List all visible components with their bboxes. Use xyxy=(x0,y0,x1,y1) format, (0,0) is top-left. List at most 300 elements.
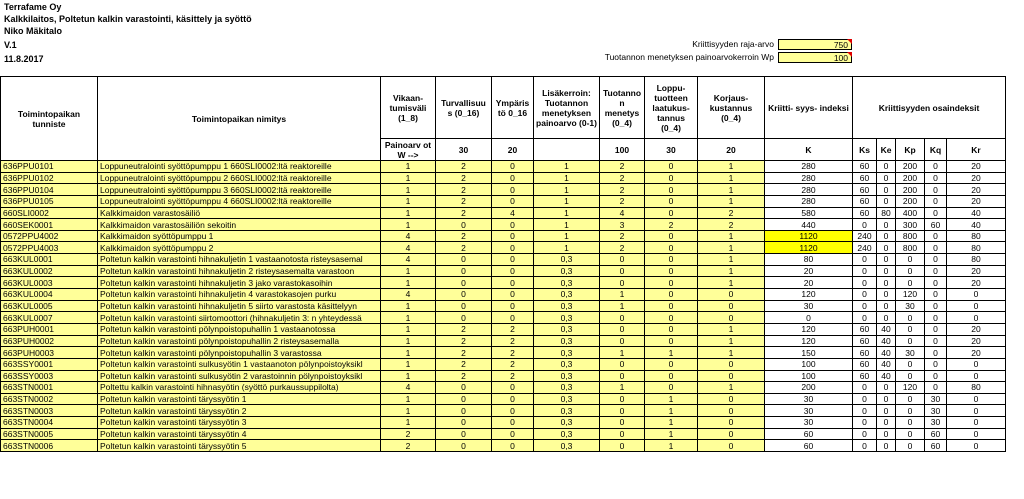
cell-ks[interactable]: 240 xyxy=(853,242,877,254)
cell-kq[interactable]: 0 xyxy=(925,300,947,312)
cell-name[interactable]: Poltetun kalkin varastointi täryssyötin 1 xyxy=(98,393,381,405)
cell-prod-loss[interactable]: 0 xyxy=(600,358,645,370)
cell-ke[interactable]: 0 xyxy=(877,312,896,324)
cell-id[interactable]: 663KUL0004 xyxy=(1,289,98,301)
cell-k[interactable]: 60 xyxy=(765,428,853,440)
cell-ks[interactable]: 60 xyxy=(853,184,877,196)
cell-quality[interactable]: 1 xyxy=(645,440,698,452)
col-header-extra[interactable]: Lisäkerroin: Tuotannon menetyksen painoarvo (0-1) xyxy=(534,77,600,139)
cell-id[interactable]: 636PPU0101 xyxy=(1,161,98,173)
cell-name[interactable]: Poltetun kalkin varastointi täryssyötin 3 xyxy=(98,417,381,429)
cell-kq[interactable]: 0 xyxy=(925,277,947,289)
cell-kr[interactable]: 80 xyxy=(947,230,1006,242)
cell-ks[interactable]: 0 xyxy=(853,289,877,301)
cell-id[interactable]: 663PUH0003 xyxy=(1,347,98,359)
cell-prod-loss[interactable]: 0 xyxy=(600,335,645,347)
cell-env[interactable]: 0 xyxy=(492,161,534,173)
cell-prod-loss[interactable]: 2 xyxy=(600,161,645,173)
cell-ks[interactable]: 0 xyxy=(853,312,877,324)
cell-kq[interactable]: 0 xyxy=(925,382,947,394)
cell-id[interactable]: 636PPU0104 xyxy=(1,184,98,196)
cell-kq[interactable]: 0 xyxy=(925,242,947,254)
cell-quality[interactable]: 2 xyxy=(645,219,698,231)
cell-env[interactable]: 2 xyxy=(492,335,534,347)
cell-k[interactable]: 580 xyxy=(765,207,853,219)
cell-prod-loss[interactable]: 0 xyxy=(600,312,645,324)
cell-repair[interactable]: 0 xyxy=(698,393,765,405)
cell-ke[interactable]: 40 xyxy=(877,335,896,347)
cell-failure[interactable]: 1 xyxy=(381,161,436,173)
weight-repair[interactable]: 20 xyxy=(698,139,765,161)
cell-safety[interactable]: 0 xyxy=(436,417,492,429)
cell-quality[interactable]: 0 xyxy=(645,242,698,254)
weight-k[interactable]: K xyxy=(765,139,853,161)
cell-prod-loss[interactable]: 0 xyxy=(600,254,645,266)
cell-ke[interactable]: 0 xyxy=(877,440,896,452)
cell-kp[interactable]: 120 xyxy=(896,289,925,301)
cell-k[interactable]: 30 xyxy=(765,417,853,429)
cell-extra[interactable]: 1 xyxy=(534,184,600,196)
cell-repair[interactable]: 0 xyxy=(698,289,765,301)
cell-quality[interactable]: 0 xyxy=(645,370,698,382)
col-header-sub-index[interactable]: Kriittisyyden osaindeksit xyxy=(853,77,1006,139)
cell-prod-loss[interactable]: 0 xyxy=(600,440,645,452)
cell-repair[interactable]: 0 xyxy=(698,428,765,440)
cell-kq[interactable]: 30 xyxy=(925,417,947,429)
cell-ke[interactable]: 0 xyxy=(877,184,896,196)
cell-extra[interactable]: 0,3 xyxy=(534,370,600,382)
cell-name[interactable]: Poltetun kalkin varastointi hihnakuljetin 3 jako varastokasoihin xyxy=(98,277,381,289)
cell-ke[interactable]: 0 xyxy=(877,195,896,207)
cell-kq[interactable]: 60 xyxy=(925,428,947,440)
cell-failure[interactable]: 1 xyxy=(381,358,436,370)
col-header-env[interactable]: Ympäris tö 0_16 xyxy=(492,77,534,139)
weights-label[interactable]: Painoarv ot W --> xyxy=(381,139,436,161)
cell-ke[interactable]: 40 xyxy=(877,347,896,359)
cell-quality[interactable]: 0 xyxy=(645,265,698,277)
cell-repair[interactable]: 2 xyxy=(698,219,765,231)
cell-k[interactable]: 100 xyxy=(765,370,853,382)
cell-kr[interactable]: 0 xyxy=(947,370,1006,382)
cell-k[interactable]: 280 xyxy=(765,172,853,184)
cell-name[interactable]: Poltetun kalkin varastointi pölynpoistopuhallin 1 vastaanotossa xyxy=(98,323,381,335)
cell-ks[interactable]: 60 xyxy=(853,370,877,382)
cell-id[interactable]: 663PUH0001 xyxy=(1,323,98,335)
col-header-failure[interactable]: Vikaan- tumisväli (1_8) xyxy=(381,77,436,139)
weight-quality[interactable]: 30 xyxy=(645,139,698,161)
cell-extra[interactable]: 0,3 xyxy=(534,405,600,417)
cell-kq[interactable]: 0 xyxy=(925,207,947,219)
cell-kq[interactable]: 0 xyxy=(925,195,947,207)
cell-kq[interactable]: 0 xyxy=(925,254,947,266)
cell-ke[interactable]: 0 xyxy=(877,428,896,440)
cell-failure[interactable]: 1 xyxy=(381,207,436,219)
cell-prod-loss[interactable]: 1 xyxy=(600,347,645,359)
cell-ke[interactable]: 0 xyxy=(877,382,896,394)
cell-k[interactable]: 20 xyxy=(765,265,853,277)
weight-ks[interactable]: Ks xyxy=(853,139,877,161)
cell-k[interactable]: 1120 xyxy=(765,242,853,254)
cell-k[interactable]: 120 xyxy=(765,289,853,301)
cell-ke[interactable]: 0 xyxy=(877,219,896,231)
col-header-safety[interactable]: Turvallisuu s (0_16) xyxy=(436,77,492,139)
cell-kp[interactable]: 0 xyxy=(896,323,925,335)
cell-ks[interactable]: 0 xyxy=(853,382,877,394)
cell-env[interactable]: 2 xyxy=(492,370,534,382)
weight-value-cell[interactable] xyxy=(778,52,852,63)
col-header-quality[interactable]: Loppu- tuotteen laatukus- tannus (0_4) xyxy=(645,77,698,139)
cell-repair[interactable]: 1 xyxy=(698,382,765,394)
cell-safety[interactable]: 2 xyxy=(436,242,492,254)
cell-kr[interactable]: 0 xyxy=(947,300,1006,312)
cell-safety[interactable]: 0 xyxy=(436,440,492,452)
cell-prod-loss[interactable]: 2 xyxy=(600,184,645,196)
cell-safety[interactable]: 0 xyxy=(436,382,492,394)
cell-repair[interactable]: 0 xyxy=(698,417,765,429)
cell-safety[interactable]: 2 xyxy=(436,323,492,335)
cell-kr[interactable]: 80 xyxy=(947,242,1006,254)
cell-prod-loss[interactable]: 2 xyxy=(600,172,645,184)
cell-extra[interactable]: 0,3 xyxy=(534,335,600,347)
cell-prod-loss[interactable]: 0 xyxy=(600,405,645,417)
cell-repair[interactable]: 1 xyxy=(698,230,765,242)
cell-kq[interactable]: 0 xyxy=(925,184,947,196)
cell-ks[interactable]: 0 xyxy=(853,277,877,289)
cell-kp[interactable]: 30 xyxy=(896,300,925,312)
cell-kp[interactable]: 400 xyxy=(896,207,925,219)
cell-repair[interactable]: 0 xyxy=(698,440,765,452)
cell-env[interactable]: 0 xyxy=(492,300,534,312)
cell-kr[interactable]: 20 xyxy=(947,323,1006,335)
cell-kq[interactable]: 0 xyxy=(925,347,947,359)
cell-repair[interactable]: 1 xyxy=(698,184,765,196)
cell-repair[interactable]: 1 xyxy=(698,323,765,335)
cell-quality[interactable]: 0 xyxy=(645,184,698,196)
cell-safety[interactable]: 0 xyxy=(436,312,492,324)
cell-kq[interactable]: 0 xyxy=(925,370,947,382)
cell-quality[interactable]: 0 xyxy=(645,254,698,266)
cell-repair[interactable]: 0 xyxy=(698,312,765,324)
cell-prod-loss[interactable]: 2 xyxy=(600,230,645,242)
cell-kp[interactable]: 0 xyxy=(896,405,925,417)
cell-failure[interactable]: 1 xyxy=(381,405,436,417)
cell-safety[interactable]: 0 xyxy=(436,277,492,289)
weight-kr[interactable]: Kr xyxy=(947,139,1006,161)
cell-prod-loss[interactable]: 0 xyxy=(600,265,645,277)
cell-env[interactable]: 0 xyxy=(492,382,534,394)
cell-repair[interactable]: 0 xyxy=(698,358,765,370)
cell-extra[interactable]: 0,3 xyxy=(534,428,600,440)
cell-kr[interactable]: 20 xyxy=(947,195,1006,207)
cell-kr[interactable]: 20 xyxy=(947,161,1006,173)
cell-quality[interactable]: 0 xyxy=(645,358,698,370)
cell-kr[interactable]: 40 xyxy=(947,219,1006,231)
cell-safety[interactable]: 2 xyxy=(436,184,492,196)
cell-extra[interactable]: 0,3 xyxy=(534,440,600,452)
cell-k[interactable]: 280 xyxy=(765,161,853,173)
cell-extra[interactable]: 0,3 xyxy=(534,289,600,301)
cell-quality[interactable]: 1 xyxy=(645,428,698,440)
cell-prod-loss[interactable]: 0 xyxy=(600,277,645,289)
cell-safety[interactable]: 0 xyxy=(436,405,492,417)
cell-k[interactable]: 200 xyxy=(765,382,853,394)
cell-kp[interactable]: 0 xyxy=(896,335,925,347)
cell-ke[interactable]: 0 xyxy=(877,254,896,266)
cell-kq[interactable]: 0 xyxy=(925,289,947,301)
cell-kq[interactable]: 0 xyxy=(925,323,947,335)
col-header-crit-index[interactable]: Kriitti- syys- indeksi xyxy=(765,77,853,139)
cell-prod-loss[interactable]: 2 xyxy=(600,242,645,254)
cell-ke[interactable]: 40 xyxy=(877,370,896,382)
cell-repair[interactable]: 1 xyxy=(698,347,765,359)
cell-kp[interactable]: 200 xyxy=(896,184,925,196)
cell-ks[interactable]: 0 xyxy=(853,405,877,417)
cell-ks[interactable]: 60 xyxy=(853,207,877,219)
cell-prod-loss[interactable]: 1 xyxy=(600,300,645,312)
cell-name[interactable]: Poltetun kalkin varastointi hihnakuljetin 5 siirto varastosta käsittelyyn xyxy=(98,300,381,312)
cell-kq[interactable]: 60 xyxy=(925,219,947,231)
cell-prod-loss[interactable]: 4 xyxy=(600,207,645,219)
cell-kp[interactable]: 0 xyxy=(896,254,925,266)
cell-ke[interactable]: 0 xyxy=(877,230,896,242)
cell-kr[interactable]: 80 xyxy=(947,382,1006,394)
cell-extra[interactable]: 1 xyxy=(534,207,600,219)
cell-ke[interactable]: 40 xyxy=(877,323,896,335)
cell-failure[interactable]: 1 xyxy=(381,323,436,335)
cell-quality[interactable]: 0 xyxy=(645,300,698,312)
cell-extra[interactable]: 0,3 xyxy=(534,277,600,289)
cell-extra[interactable]: 0,3 xyxy=(534,417,600,429)
cell-ks[interactable]: 0 xyxy=(853,428,877,440)
cell-kp[interactable]: 0 xyxy=(896,440,925,452)
cell-kq[interactable]: 30 xyxy=(925,405,947,417)
cell-kp[interactable]: 300 xyxy=(896,219,925,231)
cell-env[interactable]: 2 xyxy=(492,323,534,335)
cell-ks[interactable]: 0 xyxy=(853,393,877,405)
weight-prod-loss[interactable]: 100 xyxy=(600,139,645,161)
cell-name[interactable]: Poltetun kalkin varastointi siirtomoottori (hihnakuljetin 3: n yhteydessä xyxy=(98,312,381,324)
col-header-repair[interactable]: Korjaus- kustannus (0_4) xyxy=(698,77,765,139)
cell-prod-loss[interactable]: 0 xyxy=(600,417,645,429)
weight-kp[interactable]: Kp xyxy=(896,139,925,161)
cell-kp[interactable]: 120 xyxy=(896,382,925,394)
cell-env[interactable]: 0 xyxy=(492,195,534,207)
cell-ks[interactable]: 0 xyxy=(853,254,877,266)
cell-extra[interactable]: 0,3 xyxy=(534,265,600,277)
cell-k[interactable]: 150 xyxy=(765,347,853,359)
cell-kr[interactable]: 0 xyxy=(947,428,1006,440)
cell-ks[interactable]: 0 xyxy=(853,440,877,452)
cell-kp[interactable]: 0 xyxy=(896,277,925,289)
cell-extra[interactable]: 0,3 xyxy=(534,300,600,312)
cell-kp[interactable]: 0 xyxy=(896,393,925,405)
cell-repair[interactable]: 1 xyxy=(698,277,765,289)
cell-quality[interactable]: 0 xyxy=(645,277,698,289)
cell-ke[interactable]: 0 xyxy=(877,405,896,417)
cell-k[interactable]: 280 xyxy=(765,184,853,196)
cell-name[interactable]: Poltetun kalkin varastointi hihnakuljetin 4 varastokasojen purku xyxy=(98,289,381,301)
cell-quality[interactable]: 1 xyxy=(645,417,698,429)
cell-kr[interactable]: 20 xyxy=(947,335,1006,347)
cell-k[interactable]: 0 xyxy=(765,312,853,324)
weight-ke[interactable]: Ke xyxy=(877,139,896,161)
cell-k[interactable]: 120 xyxy=(765,335,853,347)
cell-name[interactable]: Poltetun kalkin varastointi täryssyötin 4 xyxy=(98,428,381,440)
cell-quality[interactable]: 0 xyxy=(645,382,698,394)
cell-quality[interactable]: 0 xyxy=(645,161,698,173)
cell-safety[interactable]: 2 xyxy=(436,358,492,370)
col-header-name[interactable]: Toimintopaikan nimitys xyxy=(98,77,381,161)
cell-kr[interactable]: 0 xyxy=(947,440,1006,452)
cell-kr[interactable]: 20 xyxy=(947,277,1006,289)
cell-failure[interactable]: 4 xyxy=(381,230,436,242)
cell-quality[interactable]: 0 xyxy=(645,289,698,301)
cell-kq[interactable]: 0 xyxy=(925,358,947,370)
cell-env[interactable]: 0 xyxy=(492,312,534,324)
cell-safety[interactable]: 2 xyxy=(436,335,492,347)
cell-repair[interactable]: 1 xyxy=(698,161,765,173)
cell-safety[interactable]: 0 xyxy=(436,393,492,405)
cell-id[interactable]: 663KUL0001 xyxy=(1,254,98,266)
cell-failure[interactable]: 1 xyxy=(381,265,436,277)
cell-kr[interactable]: 0 xyxy=(947,312,1006,324)
cell-kq[interactable]: 0 xyxy=(925,230,947,242)
cell-failure[interactable]: 1 xyxy=(381,335,436,347)
cell-id[interactable]: 663KUL0007 xyxy=(1,312,98,324)
cell-kr[interactable]: 0 xyxy=(947,393,1006,405)
cell-ks[interactable]: 60 xyxy=(853,161,877,173)
cell-extra[interactable]: 1 xyxy=(534,195,600,207)
cell-repair[interactable]: 0 xyxy=(698,405,765,417)
cell-kr[interactable]: 0 xyxy=(947,405,1006,417)
cell-prod-loss[interactable]: 0 xyxy=(600,370,645,382)
cell-env[interactable]: 0 xyxy=(492,242,534,254)
cell-k[interactable]: 60 xyxy=(765,440,853,452)
cell-id[interactable]: 636PPU0105 xyxy=(1,195,98,207)
cell-safety[interactable]: 0 xyxy=(436,254,492,266)
cell-kp[interactable]: 0 xyxy=(896,417,925,429)
cell-env[interactable]: 4 xyxy=(492,207,534,219)
cell-failure[interactable]: 4 xyxy=(381,382,436,394)
cell-quality[interactable]: 1 xyxy=(645,393,698,405)
cell-ke[interactable]: 0 xyxy=(877,277,896,289)
col-header-prod-loss[interactable]: Tuotanno n menetys (0_4) xyxy=(600,77,645,139)
cell-k[interactable]: 1120 xyxy=(765,230,853,242)
cell-quality[interactable]: 0 xyxy=(645,312,698,324)
cell-ks[interactable]: 60 xyxy=(853,323,877,335)
cell-k[interactable]: 100 xyxy=(765,358,853,370)
cell-quality[interactable]: 0 xyxy=(645,207,698,219)
cell-k[interactable]: 280 xyxy=(765,195,853,207)
cell-ke[interactable]: 0 xyxy=(877,393,896,405)
cell-extra[interactable]: 0,3 xyxy=(534,358,600,370)
cell-prod-loss[interactable]: 0 xyxy=(600,393,645,405)
cell-safety[interactable]: 0 xyxy=(436,289,492,301)
cell-ks[interactable]: 0 xyxy=(853,265,877,277)
cell-id[interactable]: 663SSY0001 xyxy=(1,358,98,370)
cell-kp[interactable]: 800 xyxy=(896,230,925,242)
cell-safety[interactable]: 0 xyxy=(436,265,492,277)
cell-kr[interactable]: 80 xyxy=(947,254,1006,266)
cell-ke[interactable]: 0 xyxy=(877,300,896,312)
cell-id[interactable]: 663STN0003 xyxy=(1,405,98,417)
cell-prod-loss[interactable]: 0 xyxy=(600,323,645,335)
cell-ks[interactable]: 0 xyxy=(853,417,877,429)
cell-k[interactable]: 440 xyxy=(765,219,853,231)
cell-failure[interactable]: 1 xyxy=(381,300,436,312)
cell-kr[interactable]: 20 xyxy=(947,265,1006,277)
cell-kq[interactable]: 0 xyxy=(925,335,947,347)
cell-ks[interactable]: 0 xyxy=(853,219,877,231)
cell-repair[interactable]: 1 xyxy=(698,335,765,347)
cell-k[interactable]: 80 xyxy=(765,254,853,266)
cell-prod-loss[interactable]: 1 xyxy=(600,289,645,301)
cell-safety[interactable]: 2 xyxy=(436,172,492,184)
cell-kq[interactable]: 0 xyxy=(925,312,947,324)
cell-extra[interactable]: 1 xyxy=(534,219,600,231)
cell-quality[interactable]: 0 xyxy=(645,195,698,207)
cell-kq[interactable]: 30 xyxy=(925,393,947,405)
cell-id[interactable]: 0572PPU4002 xyxy=(1,230,98,242)
cell-env[interactable]: 0 xyxy=(492,172,534,184)
cell-repair[interactable]: 1 xyxy=(698,195,765,207)
cell-k[interactable]: 20 xyxy=(765,277,853,289)
cell-kp[interactable]: 200 xyxy=(896,172,925,184)
cell-failure[interactable]: 1 xyxy=(381,172,436,184)
cell-extra[interactable]: 0,3 xyxy=(534,323,600,335)
cell-kp[interactable]: 0 xyxy=(896,312,925,324)
cell-kr[interactable]: 0 xyxy=(947,417,1006,429)
cell-prod-loss[interactable]: 0 xyxy=(600,428,645,440)
cell-safety[interactable]: 0 xyxy=(436,300,492,312)
cell-safety[interactable]: 0 xyxy=(436,219,492,231)
cell-quality[interactable]: 0 xyxy=(645,323,698,335)
cell-id[interactable]: 663STN0005 xyxy=(1,428,98,440)
cell-safety[interactable]: 2 xyxy=(436,161,492,173)
cell-extra[interactable]: 1 xyxy=(534,242,600,254)
col-header-id[interactable]: Toimintopaikan tunniste xyxy=(1,77,98,161)
cell-kr[interactable]: 0 xyxy=(947,358,1006,370)
cell-name[interactable]: Poltetun kalkin varastointi sulkusyötin 2 varastoinnin pölynpoistoyksikl xyxy=(98,370,381,382)
cell-kp[interactable]: 0 xyxy=(896,428,925,440)
cell-kr[interactable]: 0 xyxy=(947,289,1006,301)
cell-name[interactable]: Loppuneutralointi syöttöpumppu 3 660SLI0002:ltä reaktoreille xyxy=(98,184,381,196)
cell-id[interactable]: 663KUL0003 xyxy=(1,277,98,289)
cell-ks[interactable]: 0 xyxy=(853,300,877,312)
cell-safety[interactable]: 2 xyxy=(436,207,492,219)
cell-ks[interactable]: 60 xyxy=(853,172,877,184)
cell-id[interactable]: 663STN0004 xyxy=(1,417,98,429)
cell-failure[interactable]: 1 xyxy=(381,347,436,359)
cell-kp[interactable]: 200 xyxy=(896,161,925,173)
cell-id[interactable]: 660SLI0002 xyxy=(1,207,98,219)
cell-extra[interactable]: 0,3 xyxy=(534,254,600,266)
cell-quality[interactable]: 0 xyxy=(645,335,698,347)
cell-name[interactable]: Poltetun kalkin varastointi hihnakuljetin 1 vastaanotosta risteysasemal xyxy=(98,254,381,266)
cell-quality[interactable]: 0 xyxy=(645,172,698,184)
cell-ke[interactable]: 0 xyxy=(877,161,896,173)
cell-prod-loss[interactable]: 3 xyxy=(600,219,645,231)
cell-env[interactable]: 0 xyxy=(492,393,534,405)
cell-kp[interactable]: 30 xyxy=(896,347,925,359)
cell-name[interactable]: Loppuneutralointi syöttöpumppu 4 660SLI0002:ltä reaktoreille xyxy=(98,195,381,207)
cell-failure[interactable]: 1 xyxy=(381,370,436,382)
cell-name[interactable]: Poltetun kalkin varastointi sulkusyötin 1 vastaanoton pölynpoistoyksikl xyxy=(98,358,381,370)
cell-env[interactable]: 2 xyxy=(492,358,534,370)
cell-ke[interactable]: 80 xyxy=(877,207,896,219)
cell-safety[interactable]: 2 xyxy=(436,370,492,382)
cell-kq[interactable]: 0 xyxy=(925,172,947,184)
